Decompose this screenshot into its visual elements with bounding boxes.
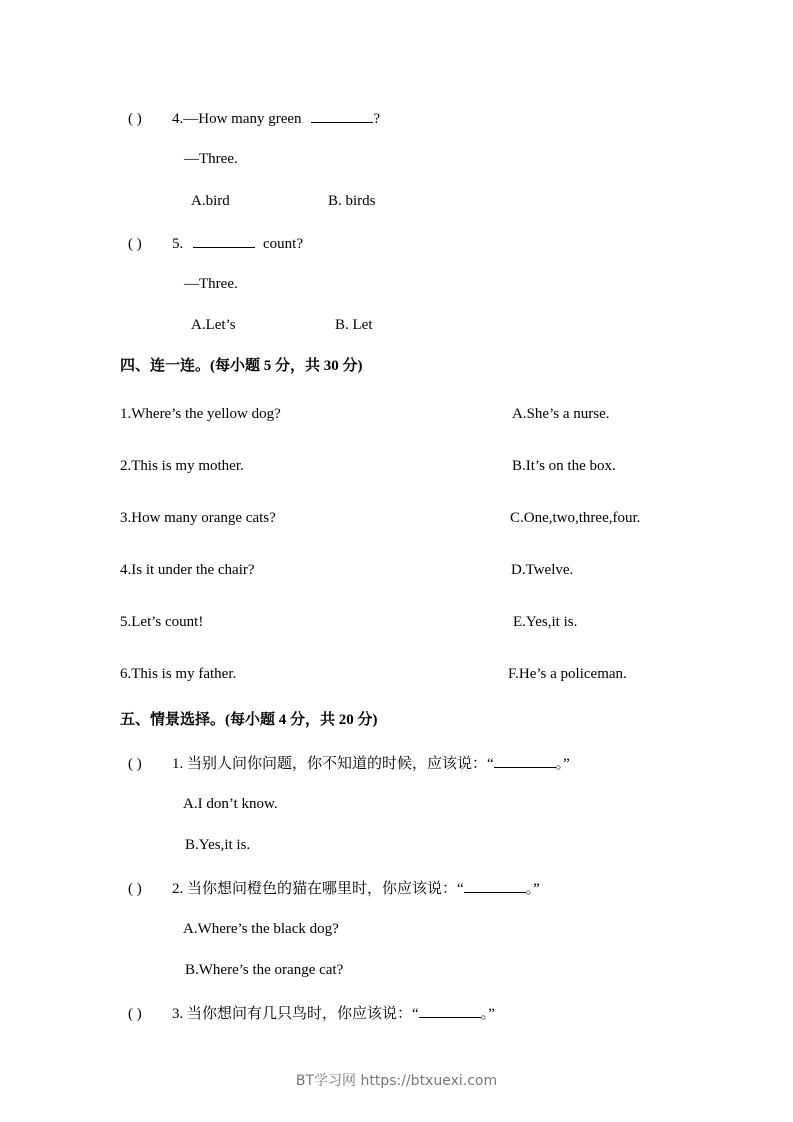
question-5-option-a: A.Let’s [191,317,236,333]
situation-question-2-option-b: B.Where’s the orange cat? [185,962,344,978]
situation-question-1-prefix: 1. 当别人问你问题，你不知道的时候，应该说：“ [172,756,494,772]
match-right-item: C.One,two,three,four. [510,510,641,526]
situation-question-1-option-a: A.I don’t know. [183,796,278,812]
answer-blank[interactable] [419,1003,481,1018]
section-5-heading: 五、情景选择。(每小题 4 分，共 20 分) [120,712,378,728]
answer-blank[interactable] [193,233,255,248]
situation-question-2-suffix: 。” [525,881,540,897]
question-5-option-b: B. Let [335,317,373,333]
answer-paren[interactable]: ( ) [128,756,142,772]
situation-question-1-suffix: 。” [555,756,570,772]
match-right-item: F.He’s a policeman. [508,666,627,682]
question-5-suffix: count? [263,236,303,252]
question-5-prefix: 5. [172,236,184,252]
situation-question-1 [128,753,570,773]
match-left-item: 6.This is my father. [120,666,237,682]
question-4-answer: —Three. [184,151,238,167]
answer-blank[interactable] [494,753,556,768]
answer-paren[interactable]: ( ) [128,111,142,127]
answer-paren[interactable]: ( ) [128,881,142,897]
match-left-item: 1.Where’s the yellow dog? [120,406,281,422]
situation-question-3-prefix: 3. 当你想问有几只鸟时，你应该说：“ [172,1006,419,1022]
answer-paren[interactable]: ( ) [128,1006,142,1022]
question-5 [128,233,303,253]
situation-question-1-option-b: B.Yes,it is. [185,837,251,853]
match-right-item: E.Yes,it is. [513,614,578,630]
match-right-item: B.It’s on the box. [512,458,616,474]
section-4-heading: 四、连一连。(每小题 5 分，共 30 分) [120,358,363,374]
question-4 [128,108,380,128]
question-4-option-b: B. birds [328,193,376,209]
match-left-item: 5.Let’s count! [120,614,204,630]
answer-blank[interactable] [311,108,373,123]
question-5-answer: —Three. [184,276,238,292]
question-4-prefix: 4.—How many green [172,111,302,127]
answer-blank[interactable] [464,878,526,893]
situation-question-3 [128,1003,495,1023]
match-right-item: A.She’s a nurse. [512,406,610,422]
situation-question-2-option-a: A.Where’s the black dog? [183,921,339,937]
match-right-item: D.Twelve. [511,562,574,578]
answer-paren[interactable]: ( ) [128,236,142,252]
situation-question-3-suffix: 。” [480,1006,495,1022]
question-4-suffix: ? [373,111,380,127]
situation-question-2-prefix: 2. 当你想问橙色的猫在哪里时，你应该说：“ [172,881,464,897]
question-4-option-a: A.bird [191,193,230,209]
match-left-item: 3.How many orange cats? [120,510,276,526]
situation-question-2 [128,878,540,898]
match-left-item: 4.Is it under the chair? [120,562,255,578]
match-left-item: 2.This is my mother. [120,458,244,474]
footer-watermark: BT学习网 https://btxuexi.com [295,1073,498,1089]
